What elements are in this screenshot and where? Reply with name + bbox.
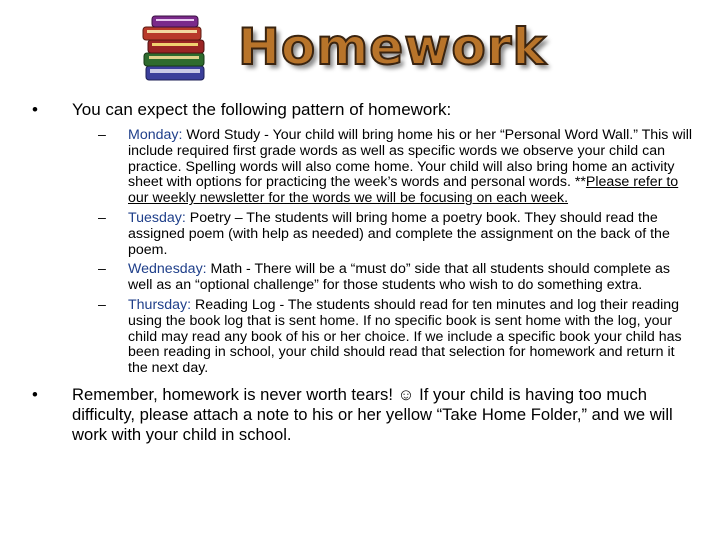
closing-post: If your child is having too much difficulty, please attach a note to his or her yellow “Take Home Folder,” and we will work with your child in school. [72,384,673,444]
item-body: Math - There will be a “must do” side that all students should complete as well as an “optional challenge” for those students who wish to do something extra. [128,261,671,294]
bullet-glyph: • [32,100,38,119]
list-item-text [128,262,696,294]
books-icon [140,14,214,86]
dash-glyph: – [98,296,106,313]
day-label: Thursday: [128,296,192,313]
slide-content [28,100,696,445]
closing-bullet [28,385,696,445]
list-item-thursday [98,298,696,377]
item-body: Reading Log - The students should read for ten minutes and log their reading using the book log that is sent home. If no specific book is sent home with the log, your child may read any book of his or her choice. If we include a specific book your child has been reading in school, your child should read that selection for homework and return it the next day. [128,296,682,377]
dash-glyph: – [98,127,106,143]
list-item-text [128,211,696,258]
list-item-monday [98,128,696,207]
intro-bullet [28,100,696,120]
day-list [98,128,696,377]
day-label: Wednesday: [128,261,207,278]
bullet-glyph: • [32,384,38,404]
dash-glyph: – [98,209,106,226]
item-body: Word Study - Your child will bring home his or her “Personal Word Wall.” This will include required first grade words as well as specific words we observe your child can practice. Spelling words will also come home. Your child will also bring home an activity sheet with options for practicing the week’s words and personal words. ** [128,127,693,191]
list-item-tuesday [98,211,696,258]
intro-text: You can expect the following pattern of homework: [72,100,452,119]
newsletter-note: Please refer to our weekly newsletter for the words we will be focusing on each week. [128,174,679,207]
dash-glyph: – [98,261,106,278]
list-item-wednesday [98,262,696,294]
list-item-text [128,298,696,377]
day-label: Monday: [128,127,183,143]
homework-logo-title: Homework [238,18,547,76]
list-item-text [128,128,696,207]
day-label: Tuesday: [128,209,186,226]
smiley-icon: ☺ [397,384,415,404]
item-body: Poetry – The students will bring home a poetry book. They should read the assigned poem (with help as needed) and complete the assignment on the back of the poem. [128,209,670,258]
closing-pre: Remember, homework is never worth tears! [72,384,398,404]
closing-text [72,385,696,445]
